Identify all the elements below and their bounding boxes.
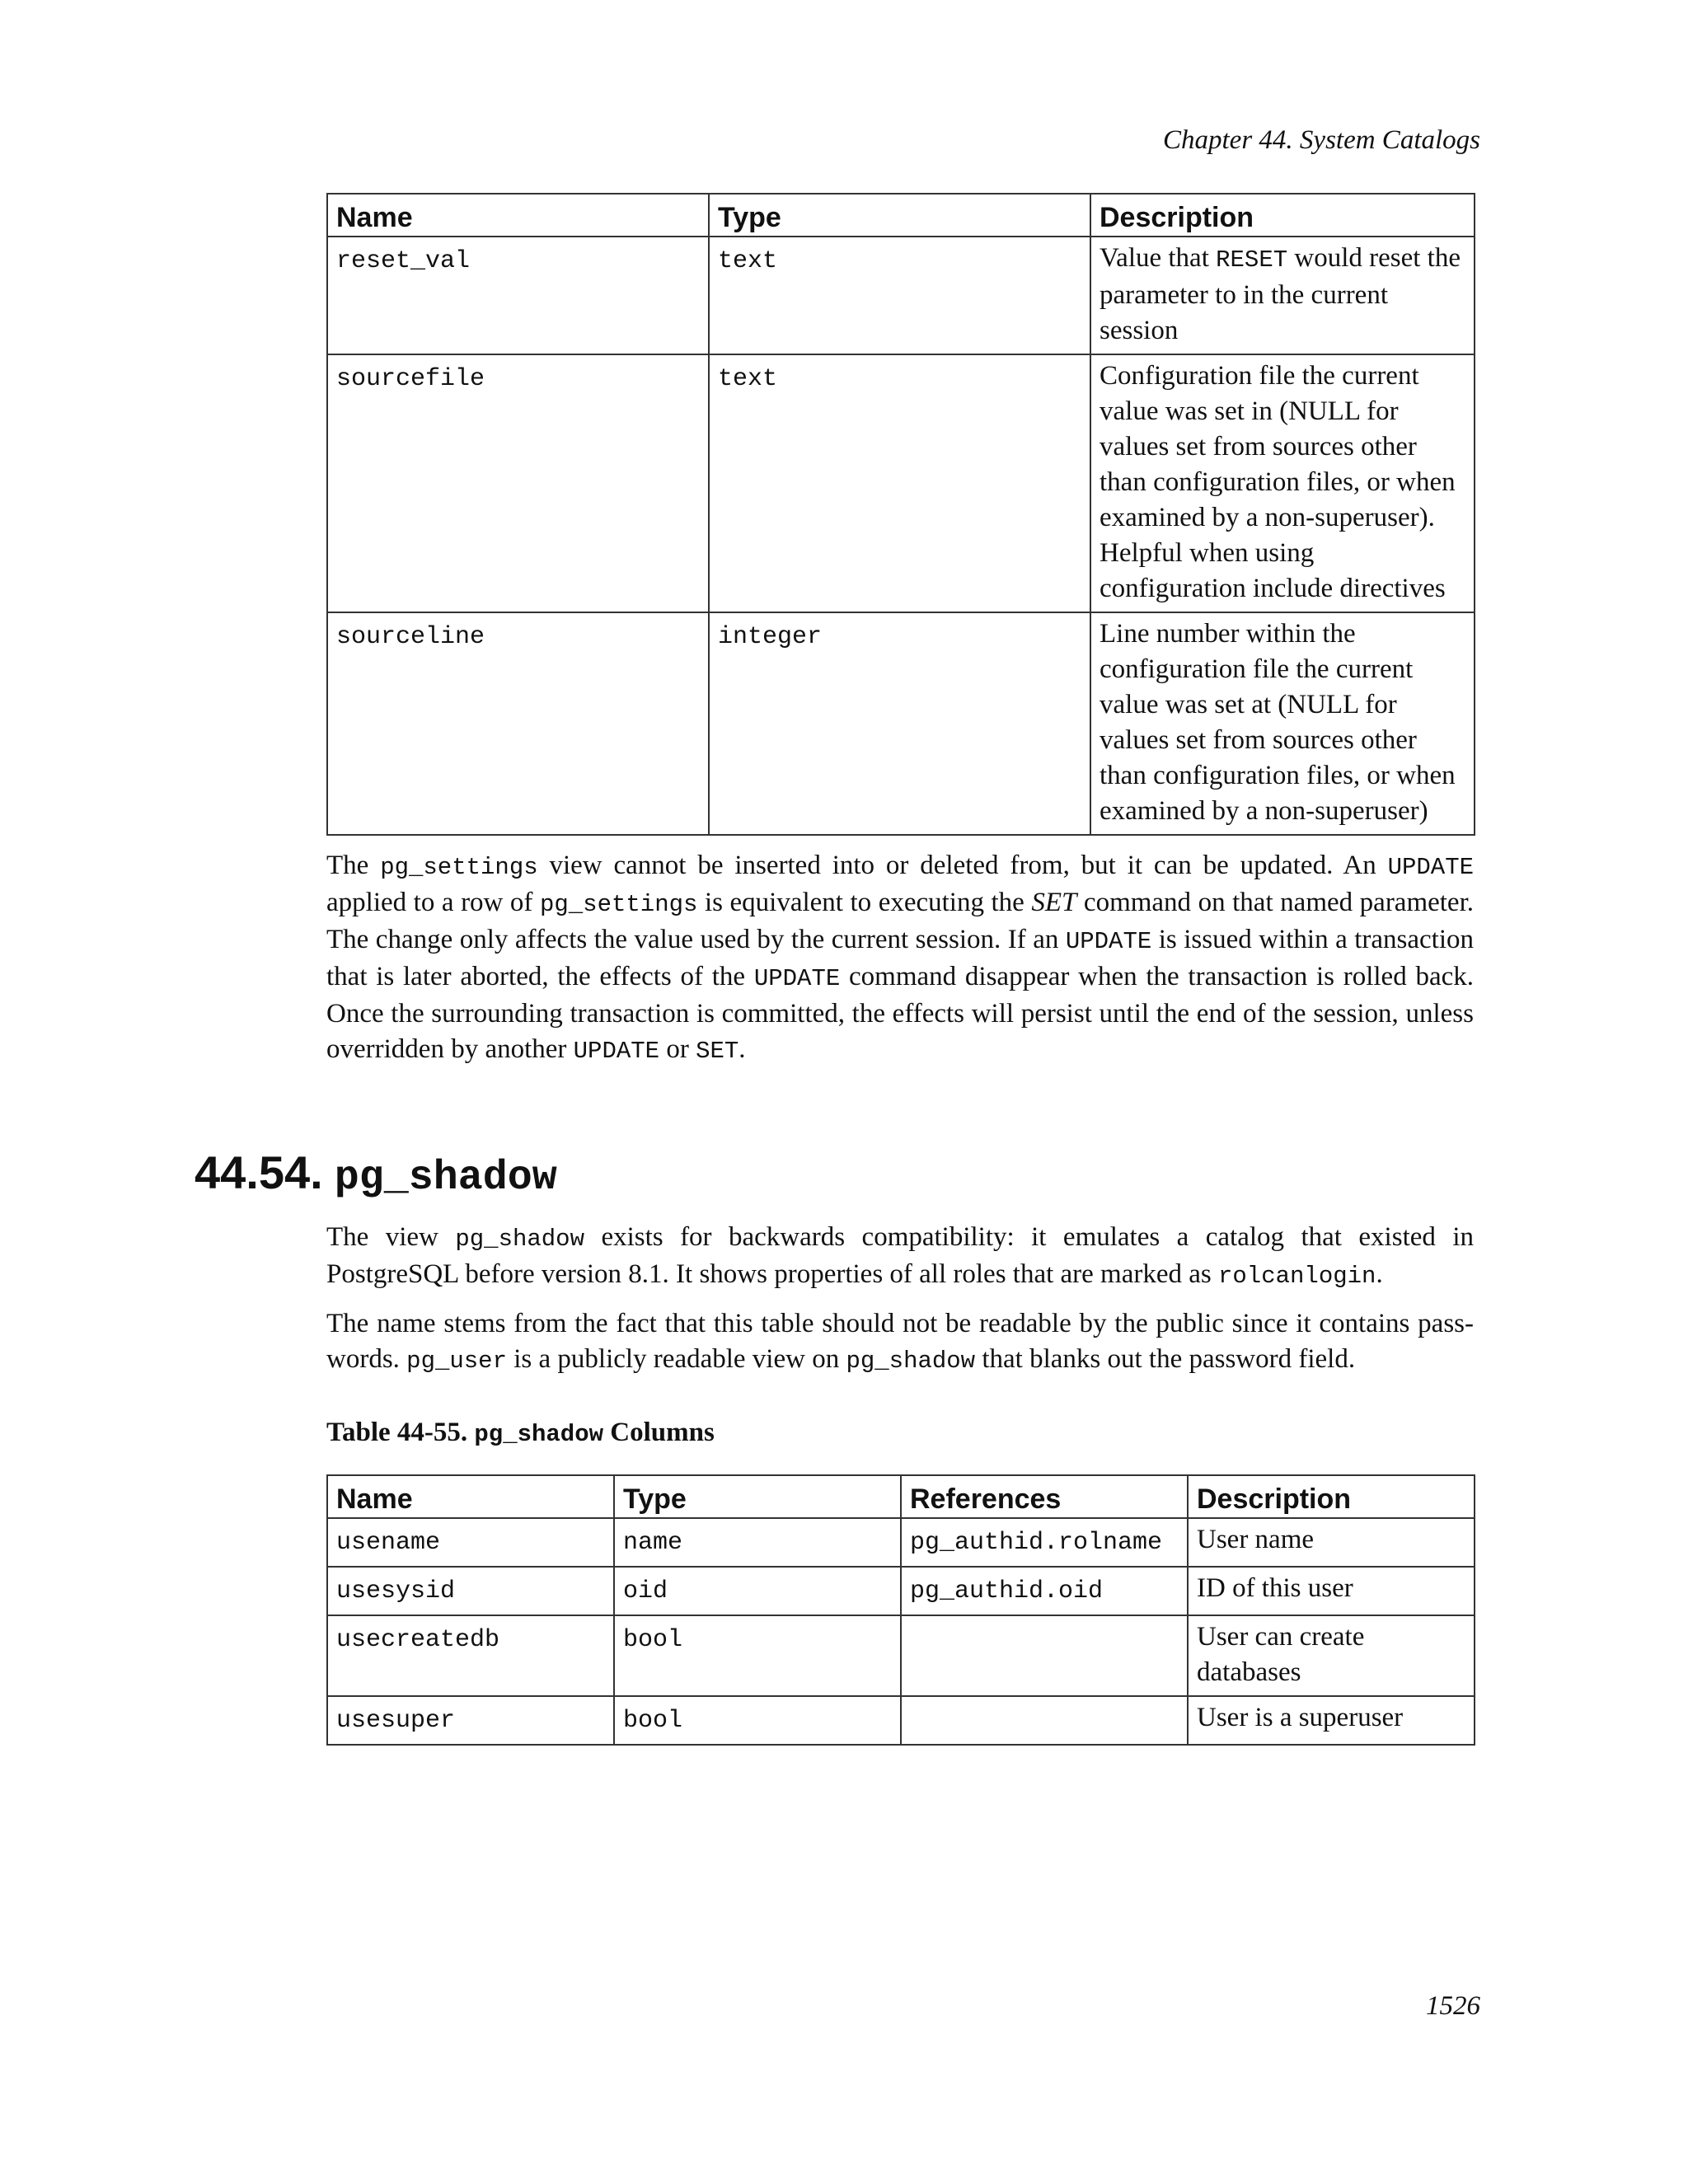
- row-name: sourcefile: [327, 354, 709, 612]
- column-header-description: Description: [1090, 194, 1475, 237]
- pg-settings-columns-table: [326, 193, 1475, 836]
- table-header-row: [327, 194, 1475, 237]
- pg-shadow-columns-table: [326, 1474, 1475, 1746]
- inline-code: UPDATE: [1387, 854, 1475, 881]
- emphasis: SET: [1031, 888, 1077, 917]
- row-type: name: [614, 1518, 901, 1567]
- row-description: [1090, 237, 1475, 354]
- text: applied to a row of: [326, 888, 540, 917]
- row-name: reset_val: [327, 237, 709, 354]
- inline-code: pg_settings: [539, 891, 698, 918]
- inline-code: UPDATE: [753, 965, 841, 992]
- text: is equivalent to executing the: [697, 888, 1032, 917]
- row-name: usesuper: [327, 1696, 614, 1745]
- row-name: usesysid: [327, 1567, 614, 1615]
- column-header-description: Description: [1188, 1475, 1475, 1518]
- row-name: usecreatedb: [327, 1615, 614, 1696]
- section-heading: [195, 1146, 557, 1202]
- text: The name stems from the fact that this table should not be readable by the public since it contains pass-words.: [326, 1309, 1474, 1374]
- row-description: ID of this user: [1188, 1567, 1475, 1615]
- table-row: [327, 1615, 1475, 1696]
- column-header-type: Type: [709, 194, 1090, 237]
- inline-code: SET: [696, 1038, 739, 1065]
- column-header-name: Name: [327, 194, 709, 237]
- section-number: 44.54.: [195, 1146, 323, 1198]
- table-row: [327, 1518, 1475, 1567]
- row-name: usename: [327, 1518, 614, 1567]
- table-row: [327, 237, 1475, 354]
- column-header-references: References: [901, 1475, 1188, 1518]
- caption-suffix: Columns: [603, 1418, 715, 1447]
- row-name: sourceline: [327, 612, 709, 835]
- text: .: [738, 1034, 746, 1064]
- text: is a publicly readable view on: [507, 1344, 846, 1374]
- inline-code: pg_shadow: [455, 1226, 584, 1253]
- pg-shadow-intro-paragraph: [326, 1220, 1474, 1294]
- inline-code: rolcanlogin: [1218, 1263, 1376, 1290]
- inline-code: pg_settings: [380, 854, 538, 881]
- caption-prefix: Table 44-55.: [326, 1418, 475, 1447]
- table-row: [327, 354, 1475, 612]
- text: that blanks out the password field.: [975, 1344, 1356, 1374]
- running-header: Chapter 44. System Catalogs: [1163, 125, 1480, 155]
- table-header-row: [327, 1475, 1475, 1518]
- column-header-name: Name: [327, 1475, 614, 1518]
- text: or: [659, 1034, 696, 1064]
- row-type: bool: [614, 1615, 901, 1696]
- table-caption: [326, 1418, 715, 1448]
- text: command disappear when the transaction is rolled back. Once the surrounding transaction is committed, the effects will persist until the end of the session, unless overridden by another: [326, 962, 1474, 1064]
- desc-text: would reset the parameter to in the current session: [1100, 243, 1461, 345]
- table-row: [327, 1696, 1475, 1745]
- pg-settings-update-paragraph: [326, 848, 1474, 1069]
- text: The view: [326, 1222, 456, 1252]
- column-header-type: Type: [614, 1475, 901, 1518]
- desc-code: RESET: [1216, 246, 1288, 274]
- inline-code: pg_user: [406, 1347, 507, 1375]
- row-type: text: [709, 354, 1090, 612]
- desc-text: Value that: [1100, 243, 1217, 273]
- row-description: User name: [1188, 1518, 1475, 1567]
- inline-code: pg_shadow: [846, 1347, 976, 1375]
- caption-code: pg_shadow: [474, 1421, 604, 1448]
- row-references: [901, 1615, 1188, 1696]
- section-name: pg_shadow: [334, 1155, 557, 1202]
- text: view cannot be inserted into or deleted from, but it can be updated. An: [537, 851, 1388, 880]
- row-type: oid: [614, 1567, 901, 1615]
- text: .: [1376, 1259, 1383, 1289]
- inline-code: UPDATE: [573, 1038, 660, 1065]
- text: The: [326, 851, 381, 880]
- row-type: bool: [614, 1696, 901, 1745]
- row-references: pg_authid.oid: [901, 1567, 1188, 1615]
- table-row: [327, 612, 1475, 835]
- row-type: integer: [709, 612, 1090, 835]
- pg-shadow-explain-paragraph: [326, 1306, 1474, 1379]
- row-description: Line number within the configuration file the current value was set at (NULL for values set from sources other than configuration files, or when examined by a non-superuser): [1090, 612, 1475, 835]
- table-row: [327, 1567, 1475, 1615]
- text: exists for backwards compatibility: it emulates a catalog that existed in PostgreSQL before version 8.1. It shows properties of all roles that are marked as: [326, 1222, 1474, 1289]
- row-description: User is a superuser: [1188, 1696, 1475, 1745]
- inline-code: UPDATE: [1065, 928, 1152, 955]
- text: command on that named parameter. The change only affects the value used by the current session. If an: [326, 888, 1475, 954]
- row-references: [901, 1696, 1188, 1745]
- page-number: 1526: [1426, 1991, 1480, 2021]
- text: is issued within a transaction that is later aborted, the effects of the: [326, 925, 1474, 991]
- row-description: User can create databases: [1188, 1615, 1475, 1696]
- row-description: Configuration file the current value was set in (NULL for values set from sources other than configuration files, or when examined by a non-superuser). Helpful when using configuration include directives: [1090, 354, 1475, 612]
- row-type: text: [709, 237, 1090, 354]
- row-references: pg_authid.rolname: [901, 1518, 1188, 1567]
